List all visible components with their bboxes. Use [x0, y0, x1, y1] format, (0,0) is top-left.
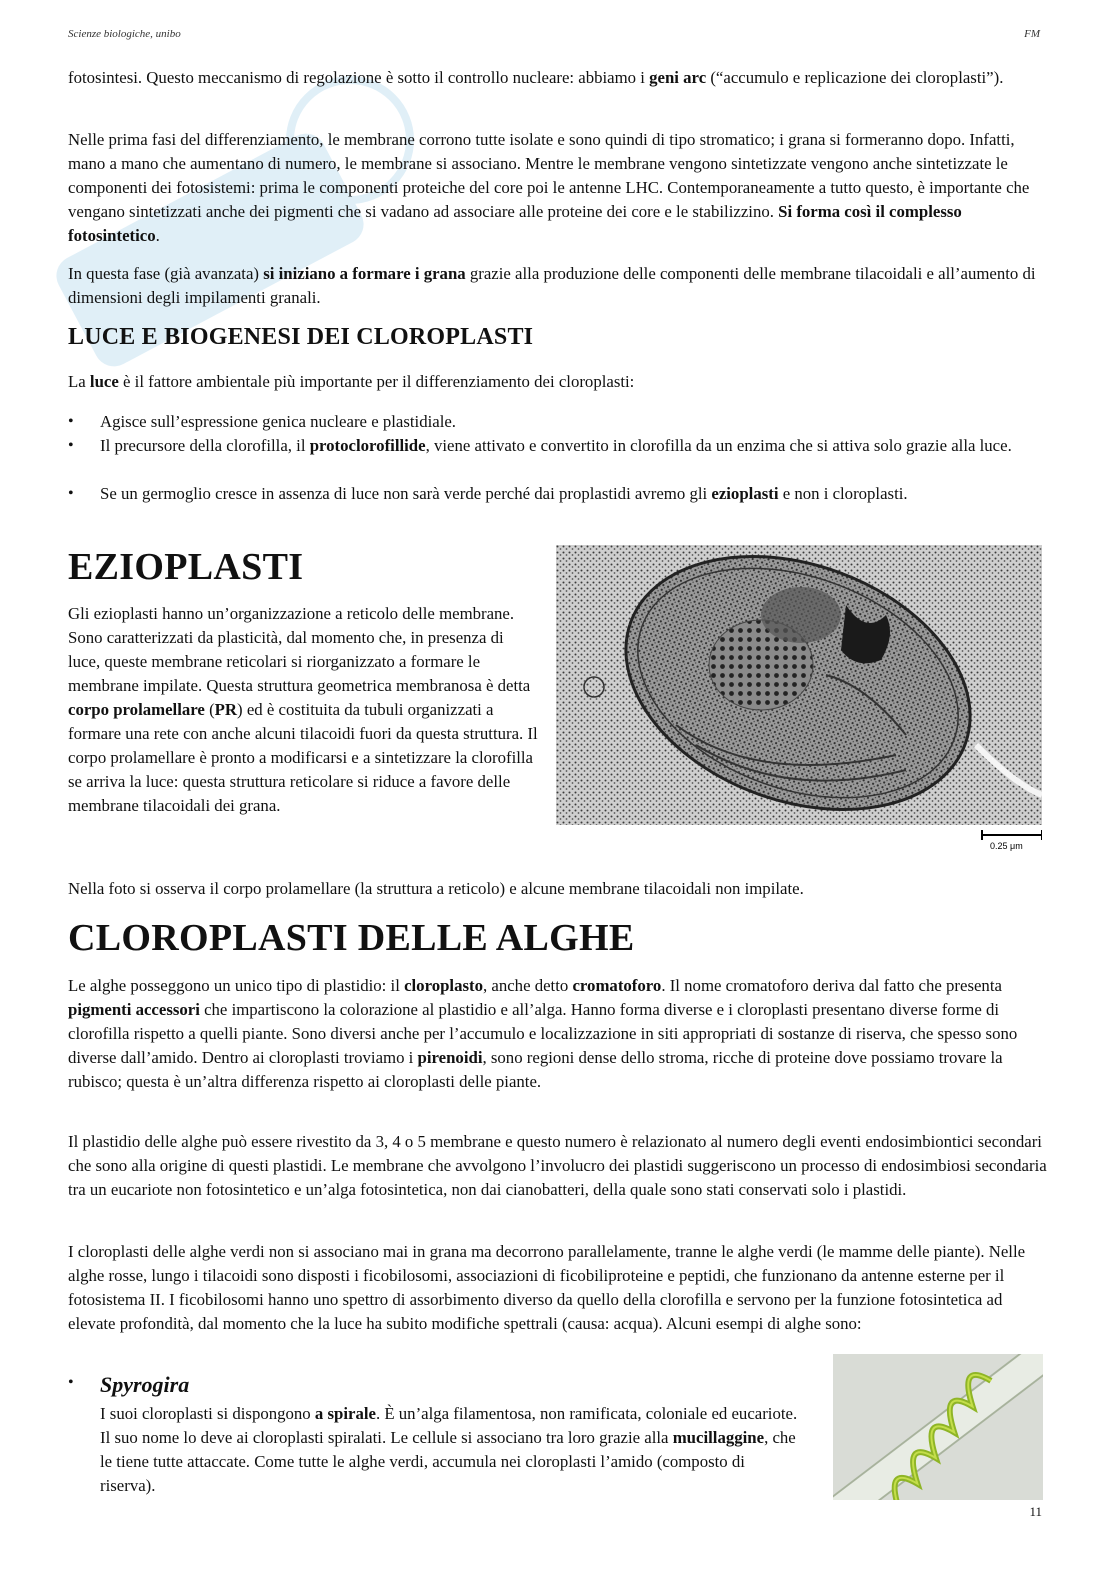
bullet-item-2: • Il precursore della clorofilla, il protoclorofillide, viene attivato e convertito in clorofilla da un enzima che si attiva solo grazie alla luce. [100, 434, 1030, 458]
section-title-luce: LUCE E BIOGENESI DEI CLOROPLASTI [68, 324, 534, 350]
scale-bar-label: 0.25 μm [990, 841, 1023, 851]
bullet-icon: • [68, 437, 74, 454]
intro-paragraph-1: fotosintesi. Questo meccanismo di regolazione è sotto il controllo nucleare: abbiamo i geni arc (“accumulo e replicazione dei cloroplasti”). [68, 68, 1004, 87]
etioplast-micrograph [556, 545, 1042, 851]
intro-paragraph-2: Nelle prima fasi del differenziamento, le membrane corrono tutte isolate e sono quindi di tipo stromatico; i grana si formeranno dopo. Infatti, mano a mano che aumentano di numero, le membrane si associano. Mentre le membrane vengono sintetizzate vengono anche sintetizzate le componenti dei fotosistemi: prima le componenti proteiche del core poi le antenne LHC. Contemporaneamente a tutto questo, è importante che vengano sintetizzati anche dei pigmenti che si vadano ad associare alle proteine dei core e le stabilizzino. Si forma così il complesso fotosintetico. [68, 130, 1030, 245]
ezioplasti-paragraph: Gli ezioplasti hanno un’organizzazione a reticolo delle membrane. Sono caratterizzati da plasticità, dal momento che, in presenza di luce, queste membrane reticolari si riorganizzato a formare le membrane impilate. Questa struttura geometrica membranosa è detta corpo prolamellare (PR) ed è costituita da tubuli organizzati a formare una rete con anche alcuni tilacoidi fuori da questa struttura. Il corpo prolamellare è pronto a modificarsi e a sintetizzare la clorofilla se arriva la luce: questa struttura reticolare si riduce a favore delle membrane tilacoidali dei grana. [68, 604, 538, 815]
spyrogira-title: Spyrogira [100, 1372, 190, 1397]
bullet-icon: • [68, 485, 74, 502]
luce-paragraph: La luce è il fattore ambientale più importante per il differenziamento dei cloroplasti: [68, 372, 635, 391]
alghe-paragraph-3: I cloroplasti delle alghe verdi non si associano mai in grana ma decorrono parallelamente, tranne le alghe verdi (le mamme delle piante). Nelle alghe rosse, lungo i tilacoidi sono disposti i ficobilosomi, associazioni di ficobiliproteine e peptidi, che funzionano da antenne esterne per il fotosistema II. I ficobilosomi hanno uno spettro di assorbimento diverso da quello della clorofilla e servono per la funzione fotosintetica ad elevate profondità, dal momento che la luce ha subito modifiche spettrali (causa: acqua). Alcuni esempi di alghe sono: [68, 1242, 1026, 1333]
spyrogira-photo [833, 1354, 1043, 1500]
section-title-alghe: CLOROPLASTI DELLE ALGHE [68, 917, 635, 959]
alghe-paragraph-1: Le alghe posseggono un unico tipo di plastidio: il cloroplasto, anche detto cromatoforo. Il nome cromatoforo deriva dal fatto che presenta pigmenti accessori che impartiscono la colorazione al plastidio e all’alga. Hanno forma diverse e i cloroplasti presentano diverse forme di clorofilla rispetto a quelli piante. Sono diversi anche per l’accumulo e localizzazione in siti appropriati di sostanze di riserva, che spesso sono diverse dall’amido. Dentro ai cloroplasti troviamo i pirenoidi, sono regioni dense dello stroma, ricche di proteine dove possiamo trovare la rubisco; questa è un’altra differenza rispetto ai cloroplasti delle piante. [68, 976, 1018, 1091]
header-right: FM [1024, 28, 1040, 40]
watermark-logo [20, 40, 440, 460]
intro-paragraph-3: In questa fase (già avanzata) si iniziano a formare i grana grazie alla produzione delle componenti delle membrane tilacoidali e all’aumento di dimensioni degli impilamenti granali. [68, 264, 1036, 307]
bullet-item-1: • Agisce sull’espressione genica nucleare e plastidiale. [100, 410, 1030, 434]
bullet-item-3: • Se un germoglio cresce in assenza di luce non sarà verde perché dai proplastidi avremo gli ezioplasti e non i cloroplasti. [100, 482, 1030, 506]
header-left: Scienze biologiche, unibo [68, 28, 181, 40]
section-title-ezioplasti: EZIOPLASTI [68, 546, 304, 588]
micrograph-caption: Nella foto si osserva il corpo prolamellare (la struttura a reticolo) e alcune membrane tilacoidali non impilate. [68, 879, 804, 898]
bullet-icon: • [68, 1374, 74, 1391]
spyrogira-paragraph: I suoi cloroplasti si dispongono a spirale. È un’alga filamentosa, non ramificata, coloniale ed eucariote. Il suo nome lo deve ai cloroplasti spiralati. Le cellule si associano tra loro grazie alla mucillaggine, che le tiene tutte attaccate. Come tutte le alghe verdi, accumula nei cloroplasti l’amido (composto di riserva). [100, 1404, 798, 1495]
bullet-icon: • [68, 413, 74, 430]
page-number: 11 [1029, 1504, 1042, 1519]
alghe-paragraph-2: Il plastidio delle alghe può essere rivestito da 3, 4 o 5 membrane e questo numero è relazionato al numero degli eventi endosimbiontici secondari che sono alla origine di questi plastidi. Le membrane che avvolgono l’involucro dei plastidi suggeriscono un processo di endosimbiosi secondaria tra un eucariote non fotosintetico e un’alga fotosintetica, non dai cianobatteri, della quale sono stati conservati solo i plastidi. [68, 1132, 1047, 1199]
